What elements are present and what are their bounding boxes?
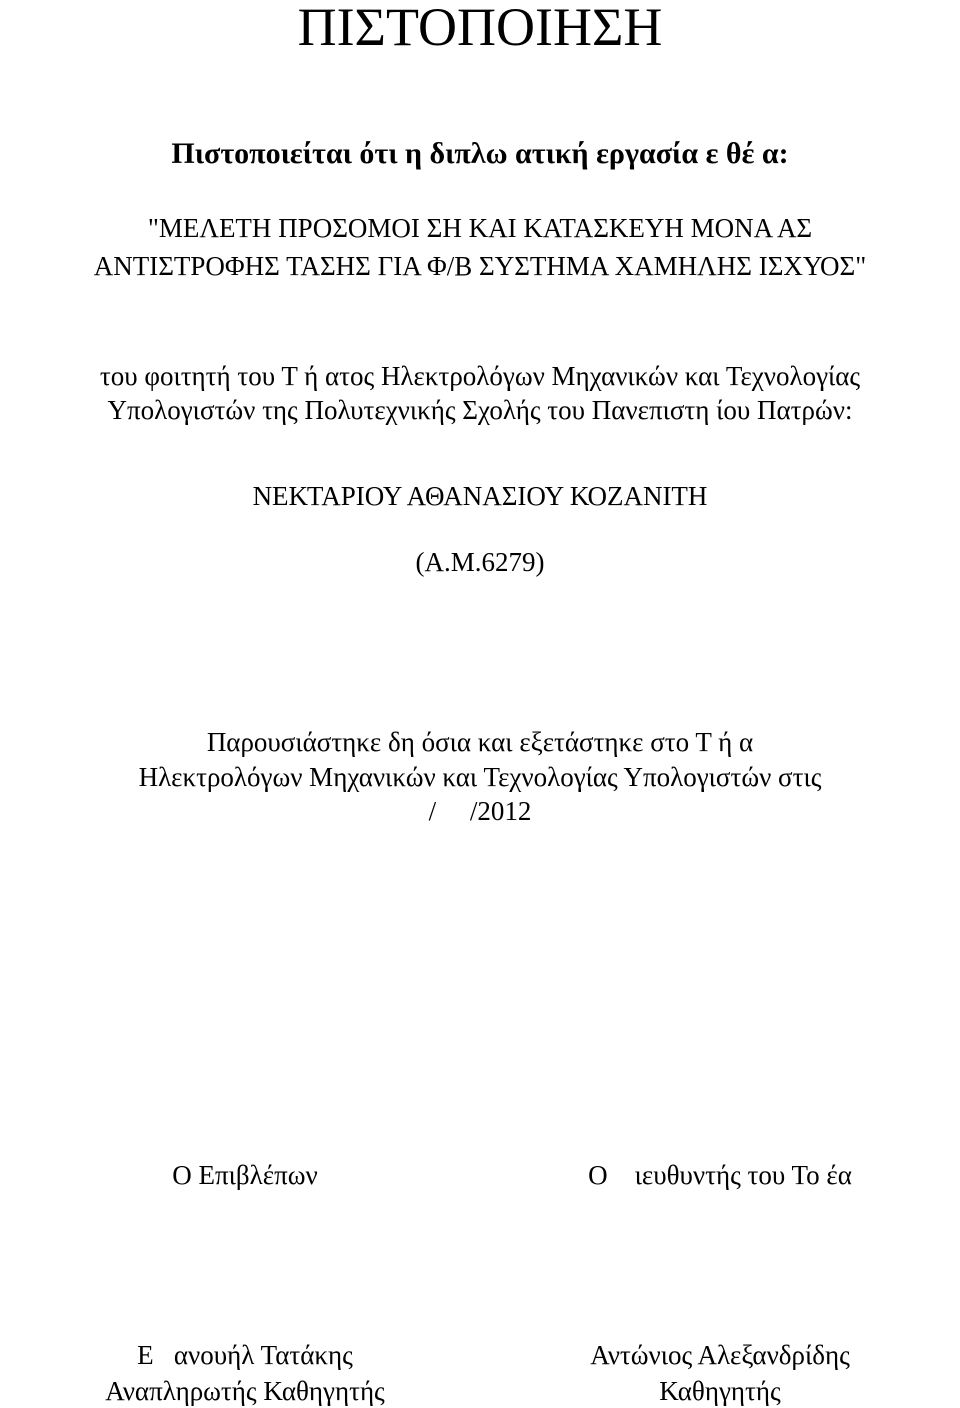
presentation-line-2: Ηλεκτρολόγων Μηχανικών και Τεχνολογίας Υπολογιστών στις	[138, 762, 822, 792]
student-department-line-2: Υπολογιστών της Πολυτεχνικής Σχολής του Πανεπιστη ίου Πατρών:	[107, 395, 853, 425]
presentation-date: / /2012	[428, 796, 532, 826]
supervisor-rank: Αναπληρωτής Καθηγητής	[105, 1376, 385, 1406]
supervisor-role: Ο Επιβλέπων	[172, 1160, 318, 1190]
thesis-title-line-1: "ΜΕΛΕΤΗ ΠΡΟΣΟΜΟΙ ΣΗ ΚΑΙ ΚΑΤΑΣΚΕΥΗ ΜΟΝΑ ΑΣ	[147, 213, 813, 243]
certification-intro: Πιστοποιείται ότι η διπλω ατική εργασία ε θέ α:	[171, 137, 789, 170]
director-name: Αντώνιος Αλεξανδρίδης	[590, 1340, 850, 1370]
thesis-title-line-2: ΑΝΤΙΣΤΡΟΦΗΣ ΤΑΣΗΣ ΓΙΑ Φ/Β ΣΥΣΤΗΜΑ ΧΑΜΗΛΗΣ ΙΣΧΥΟΣ"	[93, 251, 867, 281]
director-rank: Καθηγητής	[659, 1376, 781, 1406]
student-department-line-1: του φοιτητή του Τ ή ατος Ηλεκτρολόγων Μηχανικών και Τεχνολογίας	[99, 361, 861, 391]
page-title: ΠΙΣΤΟΠΟΙΗΣΗ	[297, 0, 663, 57]
director-role: Ο ιευθυντής του Το έα	[588, 1160, 852, 1190]
presentation-line-1: Παρουσιάστηκε δη όσια και εξετάστηκε στο Τ ή α	[206, 727, 754, 757]
student-id: (Α.Μ.6279)	[415, 547, 545, 577]
supervisor-name: Ε ανουήλ Τατάκης	[137, 1340, 353, 1370]
student-name: ΝΕΚΤΑΡΙΟΥ ΑΘΑΝΑΣΙΟΥ ΚΟΖΑΝΙΤΗ	[252, 481, 708, 511]
